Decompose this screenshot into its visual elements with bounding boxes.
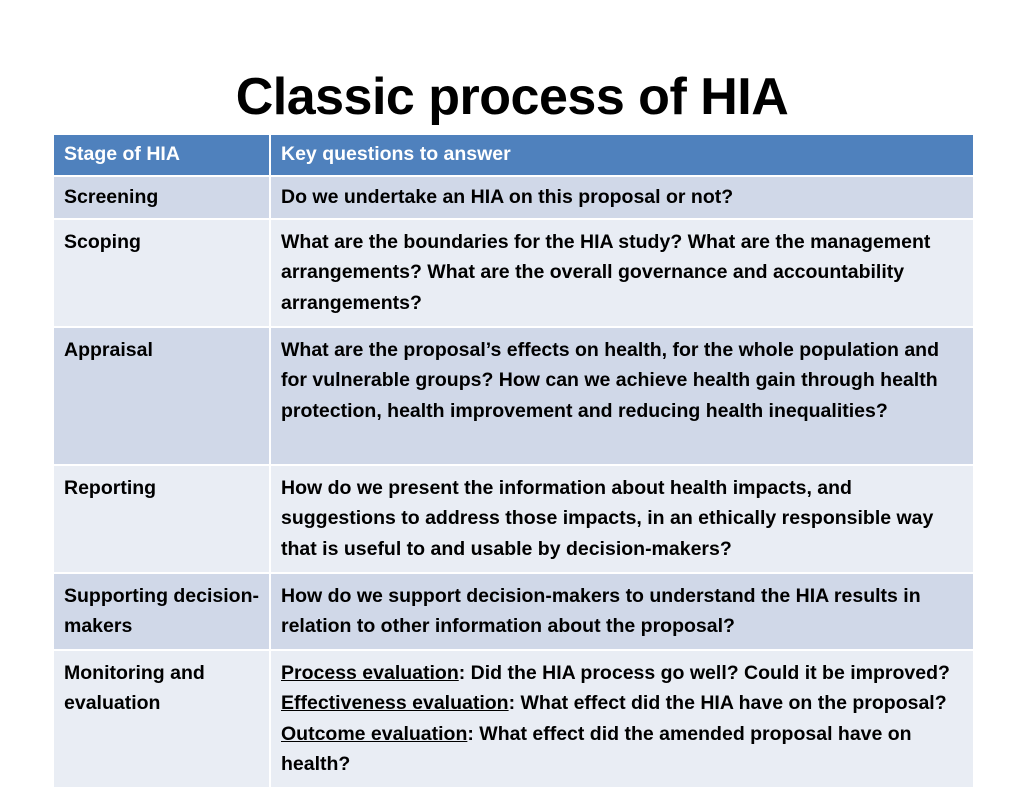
outcome-evaluation-label: Outcome evaluation <box>281 722 468 745</box>
table-row <box>53 327 974 465</box>
stage-cell: Screening <box>53 176 270 219</box>
table-row <box>53 465 974 573</box>
header-key-questions: Key questions to answer <box>270 134 974 176</box>
process-evaluation-label: Process evaluation <box>281 661 459 684</box>
table-row <box>53 219 974 327</box>
effectiveness-evaluation-label: Effectiveness evaluation <box>281 692 509 714</box>
table-row <box>53 176 974 219</box>
table-header-row <box>53 134 974 176</box>
header-stage: Stage of HIA <box>53 134 270 176</box>
stage-cell: Appraisal <box>53 327 270 465</box>
question-cell: How do we present the information about health impacts, and suggestions to address those impacts, in an ethically responsible way that is useful to and usable by decision-makers? <box>270 465 974 573</box>
process-evaluation-text: : Did the HIA process go well? Could it be improved? <box>458 661 950 684</box>
question-cell: What are the proposal’s effects on health, for the whole population and for vulnerable groups? How can we achieve health gain through health protection, health improvement and reducing health inequalities? <box>270 327 974 465</box>
effectiveness-evaluation-text: : What effect did the HIA have on the proposal? <box>508 692 947 714</box>
hia-process-table <box>52 133 975 787</box>
stage-cell: Reporting <box>53 465 270 573</box>
outcome-evaluation-text: : What effect did the amended proposal have on health? <box>281 722 912 775</box>
question-cell: What are the boundaries for the HIA study? What are the management arrangements? What are the overall governance and accountability arrangements? <box>270 219 974 327</box>
question-cell: How do we support decision-makers to understand the HIA results in relation to other information about the proposal? <box>270 573 974 650</box>
stage-cell: Scoping <box>53 219 270 327</box>
page-title: Classic process of HIA <box>235 68 789 126</box>
question-cell: Do we undertake an HIA on this proposal or not? <box>270 176 974 219</box>
stage-cell: Supporting decision-makers <box>53 573 270 650</box>
table-row <box>53 650 974 787</box>
question-cell <box>270 650 974 787</box>
table-row <box>53 573 974 650</box>
stage-cell: Monitoring and evaluation <box>53 650 270 787</box>
